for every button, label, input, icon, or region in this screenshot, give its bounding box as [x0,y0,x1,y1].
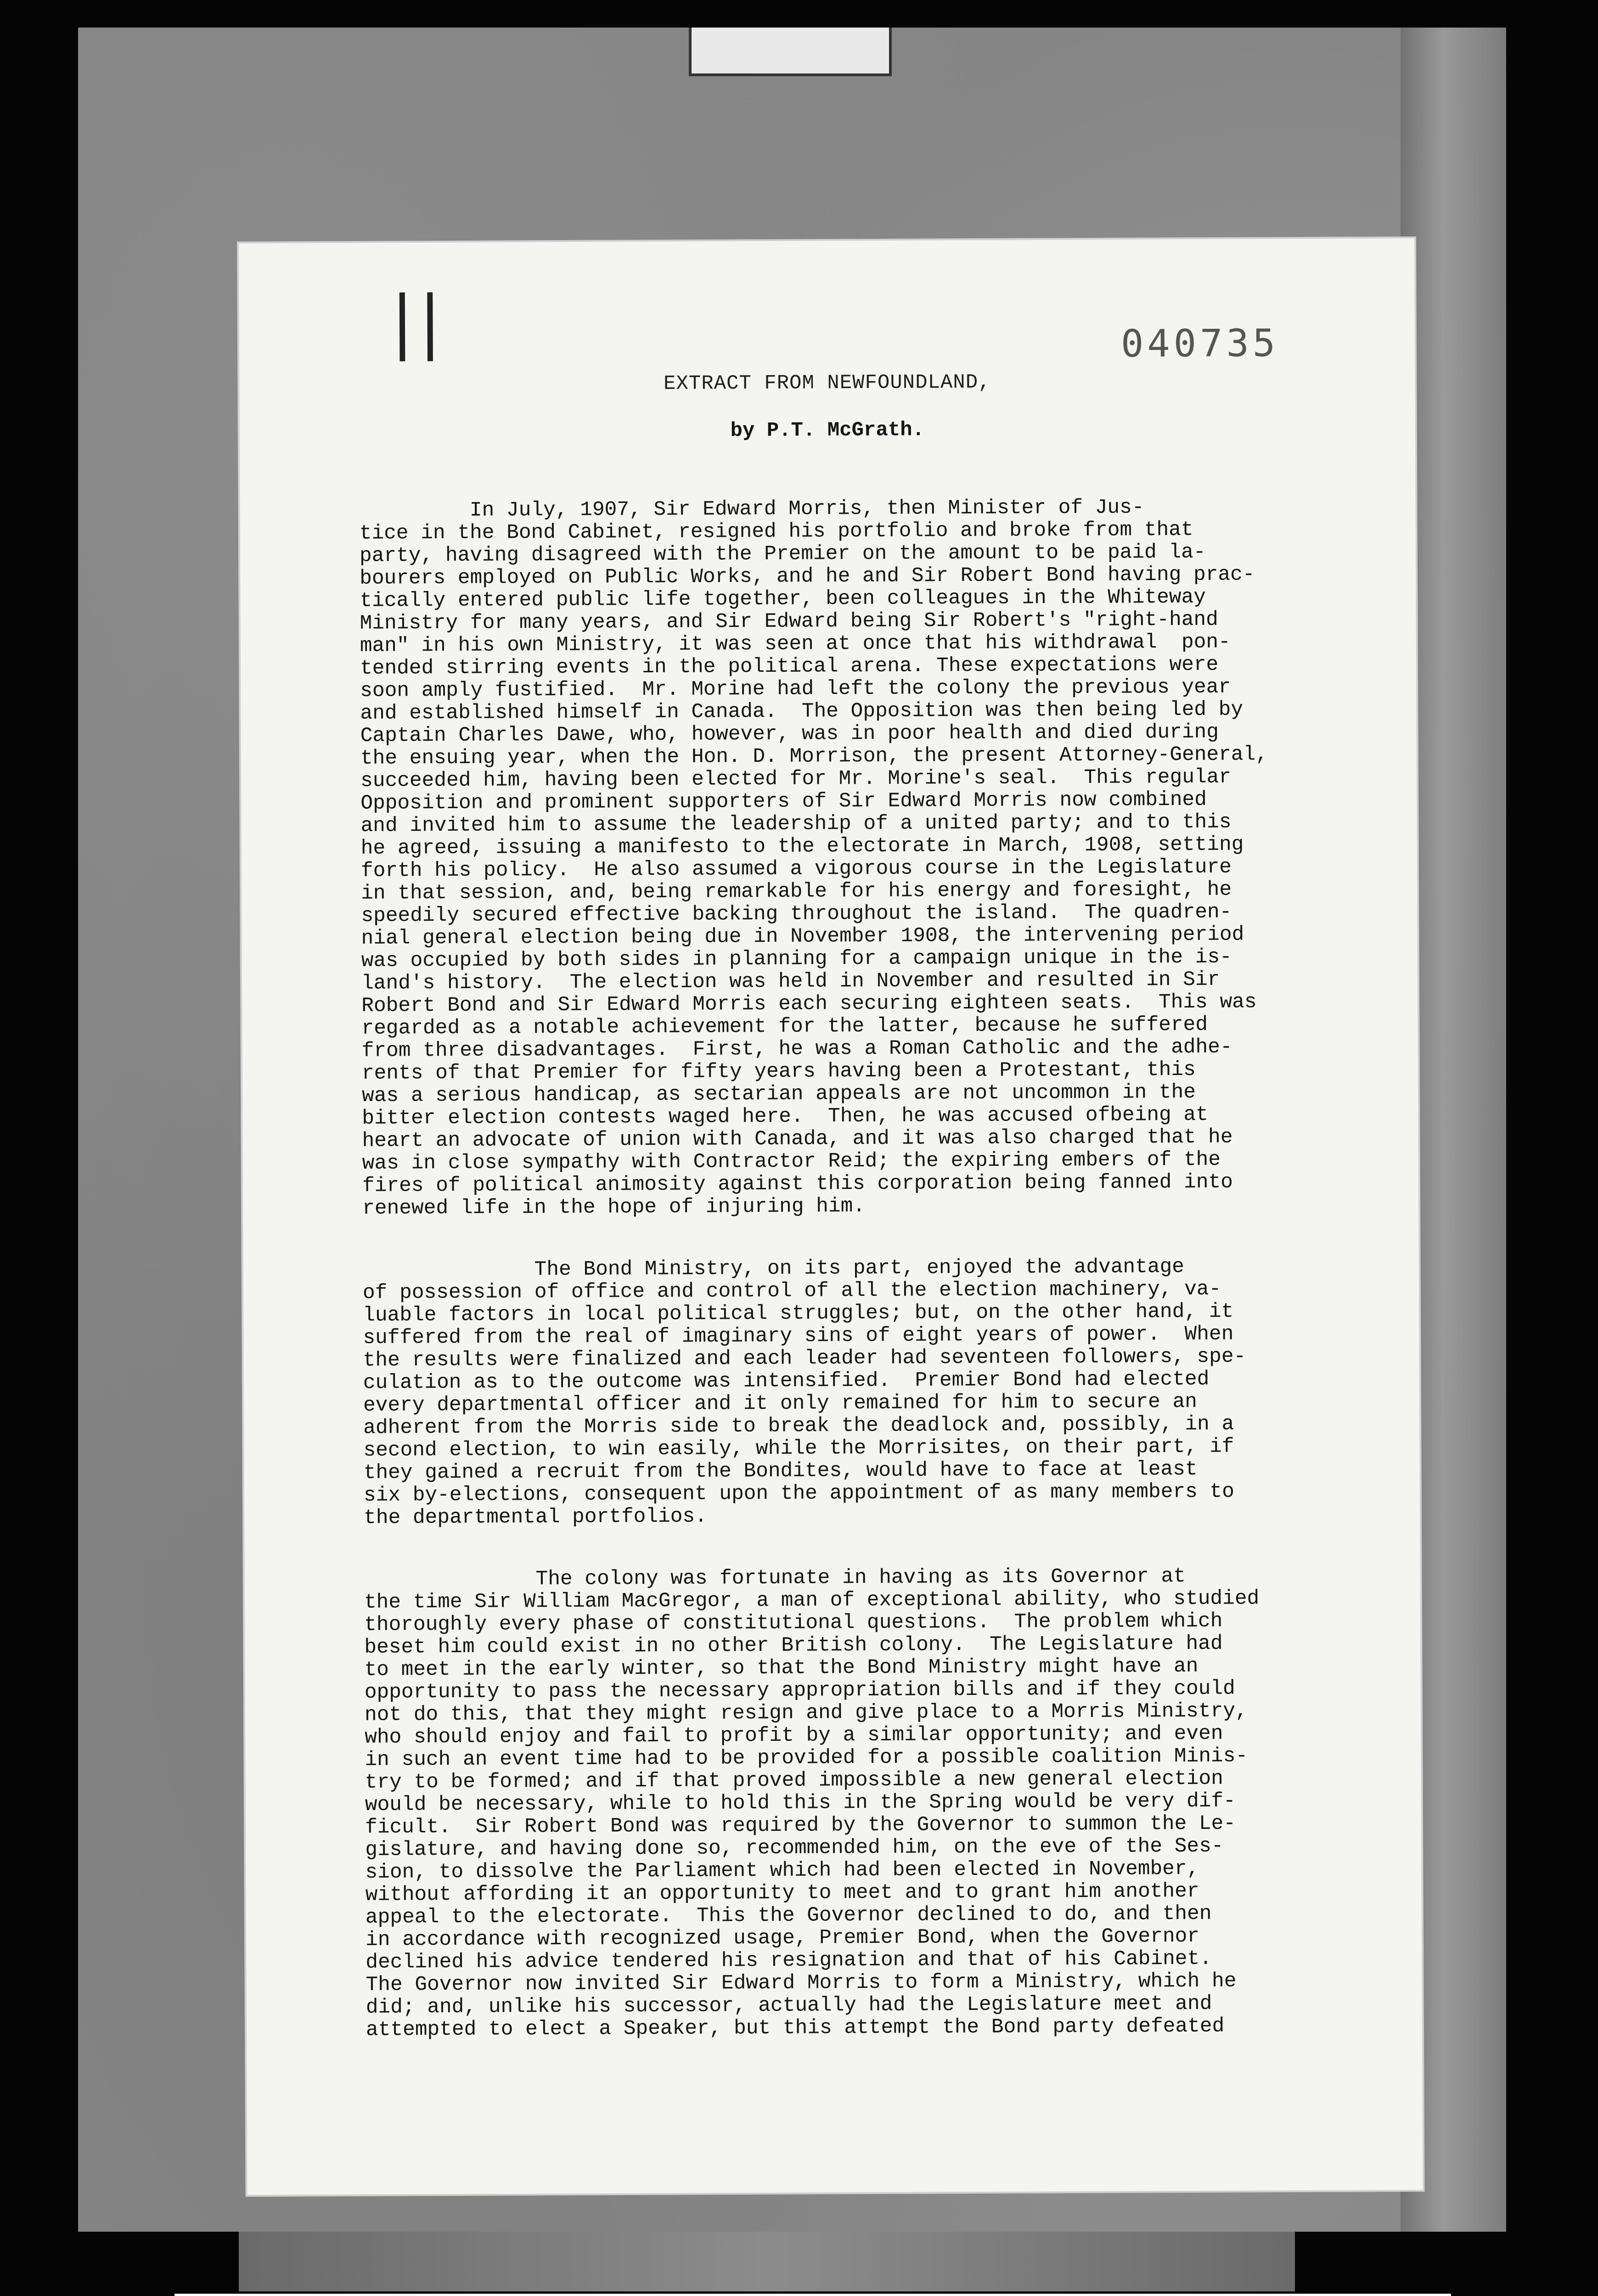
text-line: without affording it an opportunity to meet and to grant him another [365,1880,1199,1907]
text-line: beset him could exist in no other British colony. The Legislature had [364,1632,1223,1659]
text-line: adherent from the Morris side to break the deadlock and, possibly, in a [363,1412,1234,1440]
text-line: forth his policy. He also assumed a vigorous course in the Legislature [360,855,1232,883]
text-line: six by-elections, consequent upon the appointment of as many members to [363,1480,1235,1507]
text-line: the ensuing year, when the Hon. D. Morrison, the present Attorney-General, [360,743,1268,770]
typed-document-sheet [239,238,1423,2195]
document-byline: by P.T. McGrath. [730,418,925,443]
text-line: soon amply fustified. Mr. Morine had left the colony the previous year [360,675,1231,703]
text-line: and established himself in Canada. The Opposition was then being led by [360,698,1244,725]
text-line: tice in the Bond Cabinet, resigned his portfolio and broke from that [359,518,1193,545]
text-line: who should enjoy and fail to profit by a similar opportunity; and even [365,1722,1223,1749]
text-line: Opposition and prominent supporters of Sir Edward Morris now combined [360,788,1207,815]
text-line: heart an advocate of union with Canada, and it was also charged that he [362,1125,1233,1153]
text-line: he agreed, issuing a manifesto to the electorate in March, 1908, setting [360,833,1244,860]
text-line: suffered from the real of imaginary sins of eight years of power. When [363,1322,1234,1350]
document-body [359,495,1395,2081]
text-line: the results were finalized and each leader had seventeen followers, spe- [363,1345,1246,1372]
text-line: second election, to win easily, while the Morrisites, on their part, if [363,1435,1234,1462]
text-line: would be necessary, while to hold this in the Spring would be very dif- [365,1790,1236,1817]
text-line: they gained a recruit from the Bondites, would have to face at least [363,1458,1198,1485]
text-line: Ministry for many years, and Sir Edward being Sir Robert's "right-hand [360,608,1219,635]
text-line: and invited him to assume the leadership of a united party; and to this [360,810,1232,838]
text-line: in that session, and, being remarkable for his energy and foresight, he [361,878,1232,905]
text-line: Robert Bond and Sir Edward Morris each securing eighteen seats. This was [361,990,1257,1018]
text-line: appeal to the electorate. This the Governor declined to do, and then [365,1902,1212,1929]
document-title: EXTRACT FROM NEWFOUNDLAND, [663,371,991,395]
text-line: fires of political animosity against this corporation being fanned into [362,1171,1233,1198]
text-line: was a serious handicap, as sectarian appeals are not uncommon in the [361,1080,1196,1108]
text-line: was in close sympathy with Contractor Reid; the expiring embers of the [362,1148,1221,1175]
handwritten-ticks: || [390,281,447,362]
text-line: attempted to elect a Speaker, but this attempt the Bond party defeated [366,2015,1225,2042]
text-line: rents of that Premier for fifty years having been a Protestant, this [361,1058,1196,1085]
text-line: man" in his own Ministry, it was seen at once that his withdrawal pon- [360,630,1231,658]
paragraph [364,1564,1395,2042]
text-line: from three disadvantages. First, he was a Roman Catholic and the adhe- [361,1035,1232,1063]
text-line: was occupied by both sides in planning for a campaign unique in the is- [361,945,1232,973]
text-line: The Governor now invited Sir Edward Morris to form a Ministry, which he [366,1970,1237,1997]
text-line: did; and, unlike his successor, actually had the Legislature meet and [366,1992,1212,2019]
text-line: of possession of office and control of all the election machinery, va- [362,1277,1221,1305]
top-clip [689,28,892,76]
text-line: try to be formed; and if that proved impossible a new general election [365,1767,1224,1794]
text-line: bitter election contests waged here. Then, he was accused ofbeing at [362,1103,1209,1130]
text-line: renewed life in the hope of injuring him. [362,1195,866,1220]
text-line: Captain Charles Dawe, who, however, was in poor health and died during [360,720,1219,748]
text-line: to meet in the early winter, so that the Bond Ministry might have an [364,1654,1198,1682]
text-line: the departmental portfolios. [364,1505,707,1530]
text-line: tically entered public life together, been colleagues in the Whiteway [360,585,1206,613]
text-line: In July, 1907, Sir Edward Morris, then Minister of Jus- [359,496,1144,523]
paragraph [359,495,1391,1220]
text-line: every departmental officer and it only remained for him to secure an [363,1390,1198,1417]
archive-label-card [174,2294,1451,2296]
text-line: nial general election being due in November 1908, the intervening period [361,923,1244,950]
text-line: tended stirring events in the political arena. These expectations were [360,653,1219,680]
text-line: thoroughly every phase of constitutional questions. The problem which [364,1609,1223,1637]
text-line: The colony was fortunate in having as its Governor at [364,1565,1186,1592]
text-line: culation as to the outcome was intensified. Premier Bond had elected [363,1367,1210,1395]
document-number: 040735 [1120,321,1279,366]
text-line: in accordance with recognized usage, Premier Bond, when the Governor [366,1925,1200,1952]
text-line: declined his advice tendered his resignation and that of his Cabinet. [366,1947,1212,1974]
text-line: succeeded him, having been elected for Mr. Morine's seal. This regular [360,765,1232,793]
text-line: not do this, that they might resign and give place to a Morris Ministry, [364,1699,1248,1727]
text-line: in such an event time had to be provided for a possible coalition Minis- [365,1745,1248,1772]
text-line: land's history. The election was held in November and resulted in Sir [361,968,1220,995]
archive-card-strip [239,2232,1295,2291]
text-line: bourers employed on Public Works, and he and Sir Robert Bond having prac- [360,563,1255,590]
text-line: speedily secured effective backing throughout the island. The quadren- [361,900,1232,928]
text-line: party, having disagreed with the Premier on the amount to be paid la- [359,540,1206,568]
text-line: opportunity to pass the necessary appropriation bills and if they could [364,1677,1235,1704]
text-line: regarded as a notable achievement for the latter, because he suffered [361,1013,1208,1040]
text-line: luable factors in local political struggles; but, on the other hand, it [363,1300,1234,1327]
text-line: sion, to dissolve the Parliament which had been elected in November, [365,1857,1199,1884]
text-line: the time Sir William MacGregor, a man of exceptional ability, who studied [364,1587,1260,1614]
text-line: gislature, and having done so, recommended him, on the eve of the Ses- [365,1835,1224,1862]
text-line: ficult. Sir Robert Bond was required by the Governor to summon the Le- [365,1812,1236,1839]
text-line: The Bond Ministry, on its part, enjoyed the advantage [362,1255,1185,1282]
paragraph [363,1255,1393,1530]
